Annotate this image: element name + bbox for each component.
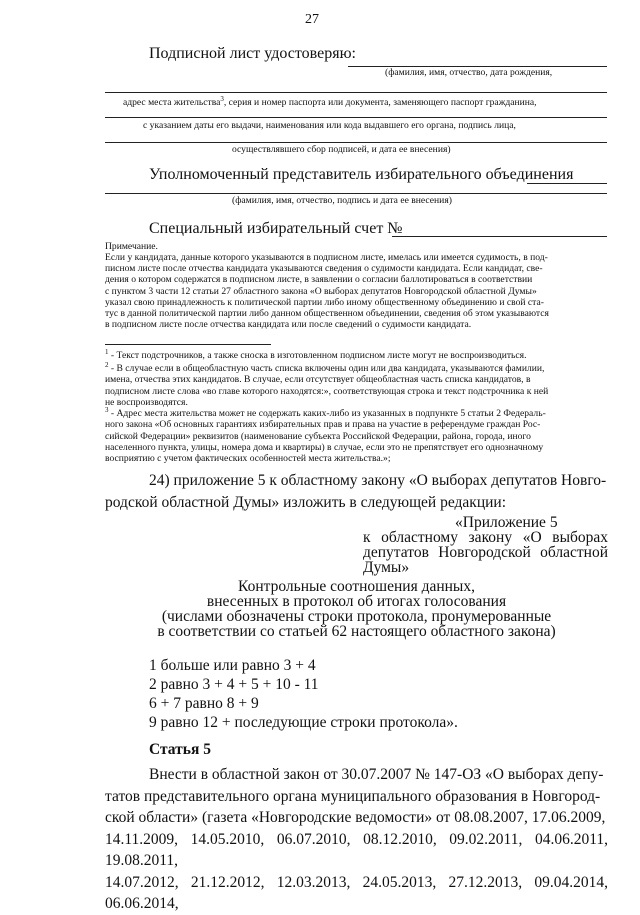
relation-item: 6 + 7 равно 8 + 9 (149, 695, 259, 712)
note-line: указал свою принадлежность к политической партии либо иному общественному объединению и свой ста- (105, 296, 544, 308)
appendix-header: «Приложение 5 к областному закону «О выборах депутатов Новгородской областной Думы» (363, 514, 608, 576)
note-line: в подписном листе после отчества кандидата или после сведений о судимости кандидата. (105, 319, 472, 331)
representative-hint: (фамилия, имя, отчество, подпись и дата ее внесения) (232, 195, 452, 206)
article-heading: Статья 5 (149, 741, 211, 758)
note-line: дения о котором содержатся в подписном листе, в заявлении о согласии баллотироваться в соответствии (105, 274, 533, 286)
note-body (105, 252, 608, 330)
article-body: Внести в областной закон от 30.07.2007 № 147-ОЗ «О выборах депу- татов представительного органа муниципального образования в Новгород- ской области» (газета «Новгородские ведомости» от 08.08.2007, 17.06.2009, 14.11.2009, 14.05.2010, 06.07.2010, 08.12.2010, 09.02.2011, 04.06.2011, 19.08.2011, 14.07.2012, 21.12.2012, 12.03.2013, 24.05.2013, 27.12.2013, 09.04.2014, 06.06.2014, (105, 766, 608, 912)
representative-label: Уполномоченный представитель избирательного объединения (149, 166, 574, 183)
account-line (392, 236, 607, 237)
address-line (105, 92, 607, 93)
footnote-separator (105, 344, 271, 345)
relation-item: 1 больше или равно 3 + 4 (149, 657, 316, 674)
passport-line (105, 117, 607, 118)
footnote-1: $^1$ - Текст подстрочников, а также сноска в изготовленном подписном листе могут не воспроизводиться. (105, 348, 527, 362)
certify-label: Подписной лист удостоверяю: (149, 45, 356, 62)
footnote-2: $^2$ - В случае если в общеобластную часть списка включены один или два кандидата, указываются фамилии, имена, отчества этих кандидатов. В случае, если отсутствует общеобластная часть списка кандидатов, в подписном листе слова «во главе которого находятся:», соответствующая строка и текст подстрочника к ней не воспроизводятся. (105, 361, 549, 408)
representative-line (105, 193, 607, 194)
certify-hint-4: осуществлявшего сбор подписей, и дата ее внесения) (232, 144, 451, 155)
date-line (105, 142, 607, 143)
note-line: писном листе после отчества кандидата указываются сведения о судимости кандидата. Если кандидат, све- (105, 263, 543, 275)
certify-hint-2: адрес места жительства$^3$, серия и номер паспорта или документа, заменяющего паспорт гражданина, (123, 95, 537, 109)
footnote-3: $^3$ - Адрес места жительства может не содержать каких-либо из указанных в подпункте 5 статьи 2 Федераль- ного закона «Об основных гарантиях избирательных прав и права на участие в референдуме граждан Рос- сийской Федерации» реквизитов (наименование субъекта Российской Федерации, района, города, иного населенного пункта, улицы, номера дома и квартиры) в случае, если это не препятствует его однозначному восприятию с учетом фактических особенностей места жительства.»; (105, 406, 546, 464)
representative-short-line (527, 183, 607, 184)
page-number: 27 (305, 12, 319, 27)
relation-item: 9 равно 12 + последующие строки протокола». (149, 714, 458, 731)
note-line: с пунктом 3 части 12 статьи 27 областного закона «О выборах депутатов Новгородской областной Думы» (105, 285, 537, 297)
note-title: Примечание. (105, 241, 158, 252)
relations-list (149, 656, 458, 732)
certify-hint-1: (фамилия, имя, отчество, дата рождения, (385, 67, 553, 78)
control-relations-title: Контрольные соотношения данных, внесенных в протокол об итогах голосования (числами обозначены строки протокола, пронумерованные в соответствии со статьей 62 настоящего областного закона) (157, 578, 556, 640)
certify-hint-3: с указанием даты его выдачи, наименования или кода выдавшего его органа, подпись лица, (143, 120, 516, 131)
amendment-24: 24) приложение 5 к областному закону «О выборах депутатов Новго- родской областной Думы» изложить в следующей редакции: (105, 472, 607, 511)
relation-item: 2 равно 3 + 4 + 5 + 10 - 11 (149, 676, 319, 693)
note-line: Если у кандидата, данные которого указываются в подписном листе, имелась или имеется судимость, в под- (105, 252, 548, 263)
account-label: Специальный избирательный счет № (149, 220, 403, 237)
note-line: тус в данной политической партии либо данном общественном объединении, сведения об этом указываются (105, 308, 549, 320)
